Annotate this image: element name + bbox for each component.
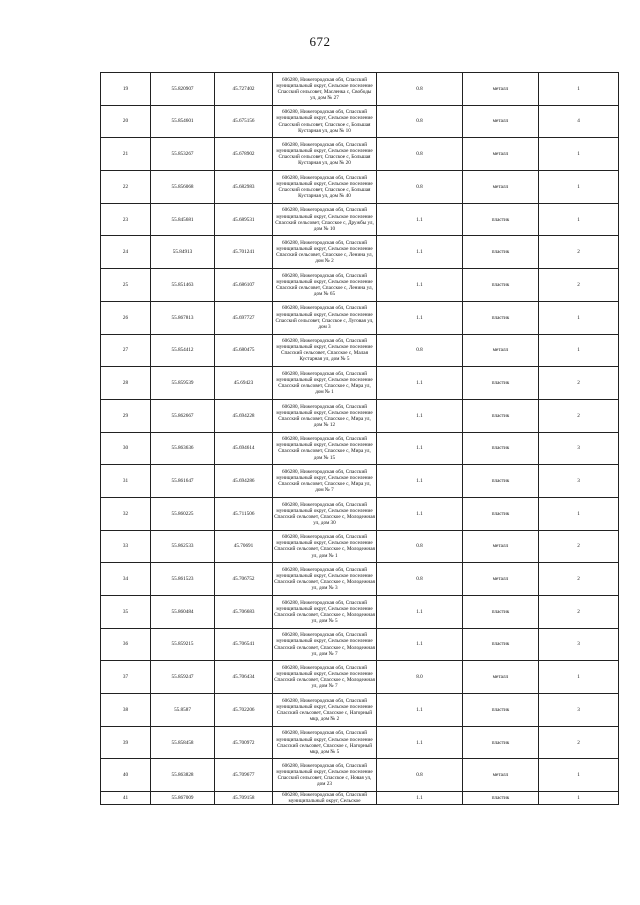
- container-count-cell: 1: [539, 792, 619, 805]
- longitude-cell: 45.709158: [215, 792, 273, 805]
- latitude-cell: 55.862667: [151, 399, 215, 432]
- longitude-cell: 45.700972: [215, 726, 273, 759]
- row-number-cell: 20: [101, 105, 151, 138]
- row-number-cell: 34: [101, 563, 151, 596]
- container-material-cell: металл: [463, 661, 539, 694]
- container-material-cell: металл: [463, 171, 539, 204]
- container-count-cell: 2: [539, 236, 619, 269]
- container-count-cell: 1: [539, 171, 619, 204]
- latitude-cell: 55.860225: [151, 497, 215, 530]
- table-row: [101, 171, 619, 204]
- table-row: [101, 105, 619, 138]
- address-cell: 606280, Нижегородская обл, Спасский муниципальный округ, Сельское поселение Спасский сельсовет, Спасское с, Молодежная ул, дом № 7: [273, 661, 377, 694]
- longitude-cell: 45.694614: [215, 432, 273, 465]
- container-sites-table: [100, 72, 619, 805]
- latitude-cell: 55.867009: [151, 792, 215, 805]
- latitude-cell: 55.851463: [151, 269, 215, 302]
- container-count-cell: 2: [539, 269, 619, 302]
- container-volume-cell: 1.1: [377, 497, 463, 530]
- container-material-cell: пластик: [463, 792, 539, 805]
- address-cell: 606280, Нижегородская обл, Спасский муниципальный округ, Сельское поселение Спасский сельсовет, Спасское с, Луговая ул, дом 3: [273, 301, 377, 334]
- table-row: [101, 269, 619, 302]
- container-count-cell: 2: [539, 530, 619, 563]
- address-cell: 606280, Нижегородская обл, Спасский муниципальный округ, Сельское поселение Спасский сельсовет, Спасское с, Нагорный мкр, дом № 2: [273, 694, 377, 727]
- row-number-cell: 41: [101, 792, 151, 805]
- address-cell: 606280, Нижегородская обл, Спасский муниципальный округ, Сельское поселение Спасский сельсовет, Спасское с, Большая Кустарная ул, дом № 40: [273, 171, 377, 204]
- container-volume-cell: 1.1: [377, 367, 463, 400]
- address-cell: 606280, Нижегородская обл, Спасский муниципальный округ, Сельское поселение Спасский сельсовет, Спасское с, Новая ул, дом 23: [273, 759, 377, 792]
- longitude-cell: 45.709677: [215, 759, 273, 792]
- container-count-cell: 2: [539, 596, 619, 629]
- latitude-cell: 55.853267: [151, 138, 215, 171]
- address-cell: 606280, Нижегородская обл, Спасский муниципальный округ, Сельское поселение Спасский сельсовет, Спасское с, Молодежная ул, дом № 5: [273, 596, 377, 629]
- latitude-cell: 55.859539: [151, 367, 215, 400]
- container-volume-cell: 0.8: [377, 563, 463, 596]
- container-count-cell: 1: [539, 301, 619, 334]
- container-count-cell: 3: [539, 694, 619, 727]
- longitude-cell: 45.686107: [215, 269, 273, 302]
- table-row: [101, 236, 619, 269]
- latitude-cell: 55.854412: [151, 334, 215, 367]
- container-volume-cell: 1.1: [377, 465, 463, 498]
- address-cell: 606280, Нижегородская обл, Спасский муниципальный округ, Сельское поселение Спасский сельсовет, Спасское с, Большая Кустарная ул, дом № 10: [273, 105, 377, 138]
- table-body: [101, 73, 619, 805]
- address-cell: 606280, Нижегородская обл, Спасский муниципальный округ, Сельское поселение Спасский сельсовет, Спасское с, Ленина ул, дом № 2: [273, 236, 377, 269]
- longitude-cell: 45.680475: [215, 334, 273, 367]
- container-material-cell: пластик: [463, 203, 539, 236]
- container-material-cell: пластик: [463, 628, 539, 661]
- container-material-cell: пластик: [463, 596, 539, 629]
- row-number-cell: 38: [101, 694, 151, 727]
- table-row: [101, 726, 619, 759]
- longitude-cell: 45.701241: [215, 236, 273, 269]
- address-cell: 606280, Нижегородская обл, Спасский муниципальный округ, Сельское поселение Спасский сельсовет, Спасское с, Нагорный мкр, дом № 5: [273, 726, 377, 759]
- container-material-cell: металл: [463, 530, 539, 563]
- latitude-cell: 55.863636: [151, 432, 215, 465]
- address-cell: 606280, Нижегородская обл, Спасский муниципальный округ, Сельское поселение Спасский сельсовет, Спасское с, Дружбы ул, дом № 10: [273, 203, 377, 236]
- container-volume-cell: 1.1: [377, 203, 463, 236]
- address-cell: 606280, Нижегородская обл, Спасский муниципальный округ, Сельское поселение Спасский сельсовет, Спасское с, Мира ул, дом № 1: [273, 367, 377, 400]
- longitude-cell: 45.706752: [215, 563, 273, 596]
- table-row: [101, 792, 619, 805]
- address-cell: 606280, Нижегородская обл, Спасский муниципальный округ, Сельское: [273, 792, 377, 805]
- container-count-cell: 2: [539, 563, 619, 596]
- container-count-cell: 1: [539, 334, 619, 367]
- container-volume-cell: 0.8: [377, 759, 463, 792]
- container-material-cell: пластик: [463, 726, 539, 759]
- container-count-cell: 2: [539, 367, 619, 400]
- container-volume-cell: 0.8: [377, 105, 463, 138]
- container-volume-cell: 0.8: [377, 138, 463, 171]
- row-number-cell: 29: [101, 399, 151, 432]
- container-material-cell: пластик: [463, 497, 539, 530]
- table-row: [101, 73, 619, 106]
- address-cell: 606280, Нижегородская обл, Спасский муниципальный округ, Сельское поселение Спасский сельсовет, Спасское с, Молодежная ул, дом 30: [273, 497, 377, 530]
- table-row: [101, 661, 619, 694]
- container-volume-cell: 1.1: [377, 726, 463, 759]
- address-cell: 606280, Нижегородская обл, Спасский муниципальный округ, Сельское поселение Спасский сельсовет, Спасское с, Мира ул, дом № 7: [273, 465, 377, 498]
- table-row: [101, 694, 619, 727]
- longitude-cell: 45.697727: [215, 301, 273, 334]
- address-cell: 606280, Нижегородская обл, Спасский муниципальный округ, Сельское поселение Спасский сельсовет, Спасское с, Молодежная ул, дом № 1: [273, 530, 377, 563]
- row-number-cell: 24: [101, 236, 151, 269]
- longitude-cell: 45.711506: [215, 497, 273, 530]
- row-number-cell: 35: [101, 596, 151, 629]
- container-material-cell: пластик: [463, 399, 539, 432]
- row-number-cell: 36: [101, 628, 151, 661]
- table-row: [101, 301, 619, 334]
- page-number: 672: [309, 34, 331, 49]
- row-number-cell: 33: [101, 530, 151, 563]
- container-material-cell: металл: [463, 73, 539, 106]
- container-volume-cell: 0.8: [377, 334, 463, 367]
- longitude-cell: 45.69423: [215, 367, 273, 400]
- container-material-cell: металл: [463, 334, 539, 367]
- longitude-cell: 45.706541: [215, 628, 273, 661]
- container-material-cell: пластик: [463, 301, 539, 334]
- latitude-cell: 55.858458: [151, 726, 215, 759]
- container-volume-cell: 1.1: [377, 694, 463, 727]
- container-material-cell: пластик: [463, 465, 539, 498]
- latitude-cell: 55.861647: [151, 465, 215, 498]
- container-volume-cell: 1.1: [377, 301, 463, 334]
- container-volume-cell: 1.1: [377, 596, 463, 629]
- latitude-cell: 55.856068: [151, 171, 215, 204]
- row-number-cell: 27: [101, 334, 151, 367]
- container-material-cell: металл: [463, 138, 539, 171]
- table-row: [101, 399, 619, 432]
- container-count-cell: 2: [539, 399, 619, 432]
- longitude-cell: 45.70691: [215, 530, 273, 563]
- row-number-cell: 23: [101, 203, 151, 236]
- longitude-cell: 45.689531: [215, 203, 273, 236]
- table-row: [101, 628, 619, 661]
- row-number-cell: 25: [101, 269, 151, 302]
- latitude-cell: 55.859215: [151, 628, 215, 661]
- latitude-cell: 55.8587: [151, 694, 215, 727]
- longitude-cell: 45.706434: [215, 661, 273, 694]
- container-volume-cell: 8.0: [377, 661, 463, 694]
- container-material-cell: металл: [463, 759, 539, 792]
- row-number-cell: 40: [101, 759, 151, 792]
- table-row: [101, 334, 619, 367]
- container-material-cell: пластик: [463, 236, 539, 269]
- row-number-cell: 30: [101, 432, 151, 465]
- longitude-cell: 45.682983: [215, 171, 273, 204]
- address-cell: 606280, Нижегородская обл, Спасский муниципальный округ, Сельское поселение Спасский сельсовет, Спасское с, Большая Кустарная ул, дом № 20: [273, 138, 377, 171]
- container-count-cell: 1: [539, 497, 619, 530]
- container-volume-cell: 1.1: [377, 269, 463, 302]
- container-volume-cell: 1.1: [377, 432, 463, 465]
- latitude-cell: 55.861523: [151, 563, 215, 596]
- latitude-cell: 55.859247: [151, 661, 215, 694]
- latitude-cell: 55.854601: [151, 105, 215, 138]
- container-volume-cell: 1.1: [377, 792, 463, 805]
- longitude-cell: 45.702206: [215, 694, 273, 727]
- table-row: [101, 432, 619, 465]
- table-row: [101, 138, 619, 171]
- container-count-cell: 1: [539, 661, 619, 694]
- latitude-cell: 55.862533: [151, 530, 215, 563]
- container-material-cell: металл: [463, 563, 539, 596]
- container-count-cell: 3: [539, 432, 619, 465]
- container-count-cell: 1: [539, 138, 619, 171]
- container-material-cell: пластик: [463, 432, 539, 465]
- table-row: [101, 203, 619, 236]
- container-volume-cell: 1.1: [377, 399, 463, 432]
- address-cell: 606280, Нижегородская обл, Спасский муниципальный округ, Сельское поселение Спасский сельсовет, Спасское с, Молодежная ул, дом № 3: [273, 563, 377, 596]
- row-number-cell: 21: [101, 138, 151, 171]
- table-row: [101, 367, 619, 400]
- container-material-cell: металл: [463, 105, 539, 138]
- container-count-cell: 1: [539, 759, 619, 792]
- container-volume-cell: 0.8: [377, 530, 463, 563]
- container-material-cell: пластик: [463, 367, 539, 400]
- longitude-cell: 45.694228: [215, 399, 273, 432]
- table-row: [101, 759, 619, 792]
- address-cell: 606280, Нижегородская обл, Спасский муниципальный округ, Сельское поселение Спасский сельсовет, Спасское с, Малая Кустарная ул, дом № 5: [273, 334, 377, 367]
- table-row: [101, 530, 619, 563]
- longitude-cell: 45.678902: [215, 138, 273, 171]
- container-count-cell: 3: [539, 628, 619, 661]
- table-row: [101, 596, 619, 629]
- container-volume-cell: 0.8: [377, 171, 463, 204]
- table-row: [101, 497, 619, 530]
- row-number-cell: 26: [101, 301, 151, 334]
- container-volume-cell: 1.1: [377, 236, 463, 269]
- container-count-cell: 4: [539, 105, 619, 138]
- longitude-cell: 45.694286: [215, 465, 273, 498]
- latitude-cell: 55.860484: [151, 596, 215, 629]
- row-number-cell: 32: [101, 497, 151, 530]
- row-number-cell: 37: [101, 661, 151, 694]
- table-row: [101, 465, 619, 498]
- container-count-cell: 1: [539, 73, 619, 106]
- address-cell: 606280, Нижегородская обл, Спасский муниципальный округ, Сельское поселение Спасский сельсовет, Спасское с, Молодежная ул, дом № 7: [273, 628, 377, 661]
- container-material-cell: пластик: [463, 694, 539, 727]
- row-number-cell: 28: [101, 367, 151, 400]
- container-count-cell: 2: [539, 726, 619, 759]
- address-cell: 606280, Нижегородская обл, Спасский муниципальный округ, Сельское поселение Спасский сельсовет, Спасское с, Ленина ул, дом № 65: [273, 269, 377, 302]
- latitude-cell: 55.867813: [151, 301, 215, 334]
- container-volume-cell: 1.1: [377, 628, 463, 661]
- container-volume-cell: 0.8: [377, 73, 463, 106]
- row-number-cell: 31: [101, 465, 151, 498]
- container-count-cell: 3: [539, 465, 619, 498]
- longitude-cell: 45.706683: [215, 596, 273, 629]
- longitude-cell: 45.727402: [215, 73, 273, 106]
- row-number-cell: 39: [101, 726, 151, 759]
- address-cell: 606280, Нижегородская обл, Спасский муниципальный округ, Сельское поселение Спасский сельсовет, Спасское с, Мира ул, дом № 12: [273, 399, 377, 432]
- table-row: [101, 563, 619, 596]
- address-cell: 606280, Нижегородская обл, Спасский муниципальный округ, Сельское поселение Спасский сельсовет, Масленка с, Свободы ул, дом № 27: [273, 73, 377, 106]
- address-cell: 606280, Нижегородская обл, Спасский муниципальный округ, Сельское поселение Спасский сельсовет, Спасское с, Мира ул, дом № 15: [273, 432, 377, 465]
- latitude-cell: 55.845681: [151, 203, 215, 236]
- latitude-cell: 55.84913: [151, 236, 215, 269]
- longitude-cell: 45.675156: [215, 105, 273, 138]
- row-number-cell: 22: [101, 171, 151, 204]
- container-material-cell: пластик: [463, 269, 539, 302]
- container-count-cell: 1: [539, 203, 619, 236]
- latitude-cell: 55.863828: [151, 759, 215, 792]
- latitude-cell: 55.820907: [151, 73, 215, 106]
- row-number-cell: 19: [101, 73, 151, 106]
